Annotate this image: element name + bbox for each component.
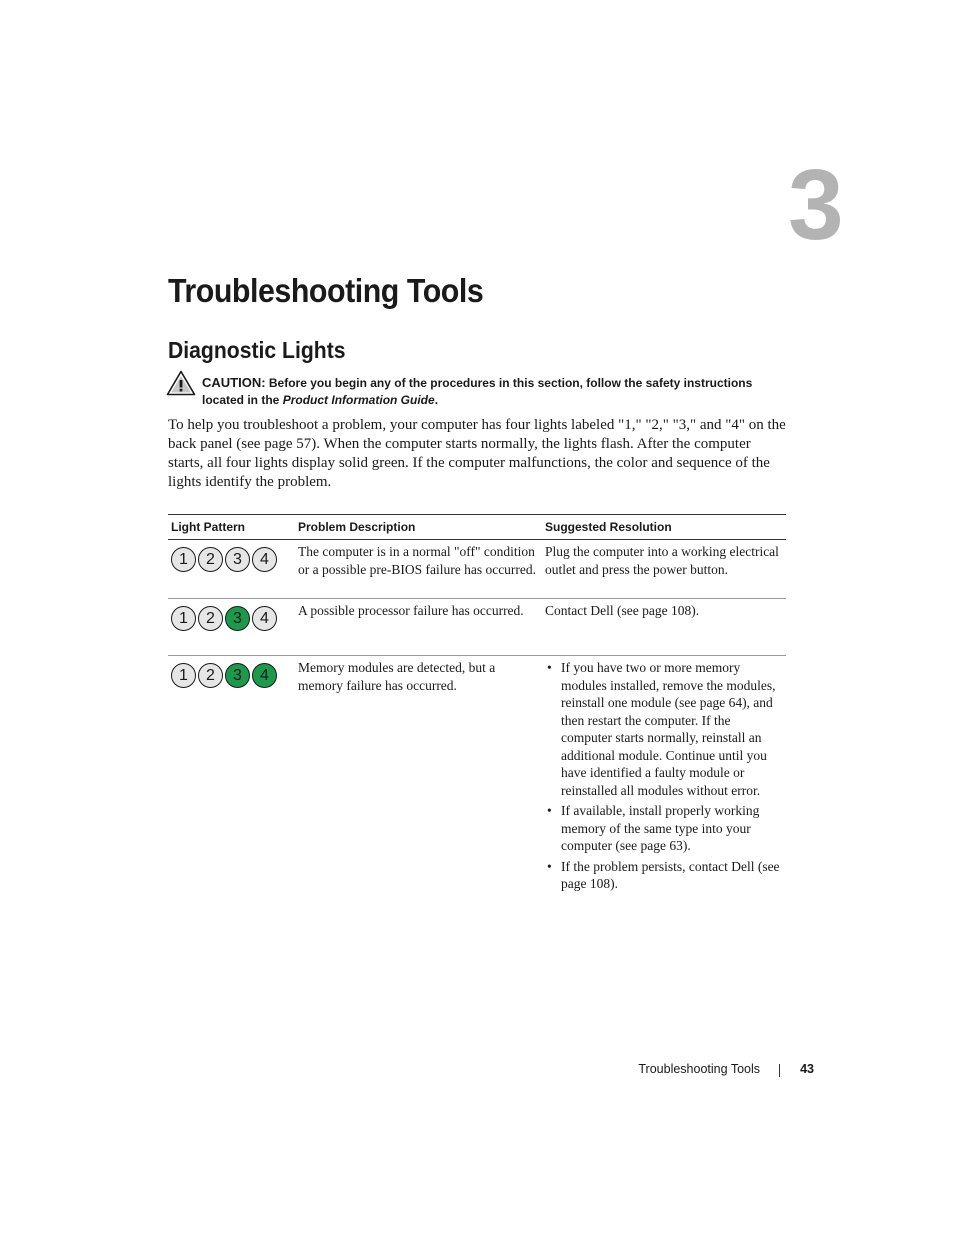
footer-divider xyxy=(779,1064,780,1077)
light-pattern-cell xyxy=(168,656,295,910)
table-row xyxy=(168,599,786,656)
caution-body: Before you begin any of the procedures in this section, follow the safety instructions located in the xyxy=(202,376,753,407)
diagnostic-light-4: 4 xyxy=(252,606,277,631)
intro-paragraph: To help you troubleshoot a problem, your computer has four lights labeled "1," "2," "3," and "4" on the back panel (see page 57). When the computer starts normally, the lights flash. After the computer starts, all four lights display solid green. If the computer malfunctions, the color and sequence of the lights identify the problem. xyxy=(168,417,786,490)
caution-label: CAUTION: xyxy=(202,375,266,390)
page-footer xyxy=(560,1062,820,1080)
suggested-resolution xyxy=(542,656,786,910)
list-item: • If the problem persists, contact Dell (see page 108). xyxy=(545,858,783,893)
table-row xyxy=(168,540,786,599)
list-item: • If available, install properly working memory of the same type into your computer (see page 63). xyxy=(545,802,783,855)
light-pattern-cell xyxy=(168,599,295,656)
problem-description: The computer is in a normal "off" condition or a possible pre-BIOS failure has occurred. xyxy=(295,540,542,599)
diagnostic-light-1: 1 xyxy=(171,606,196,631)
diagnostic-lights-table xyxy=(168,514,786,910)
caution-end: . xyxy=(434,393,439,407)
caution-text xyxy=(202,374,772,409)
diagnostic-light-1: 1 xyxy=(171,663,196,688)
suggested-resolution: Plug the computer into a working electrical outlet and press the power button. xyxy=(542,540,786,599)
suggested-resolution: Contact Dell (see page 108). xyxy=(542,599,786,656)
caution-notice xyxy=(166,368,786,412)
diagnostic-light-1: 1 xyxy=(171,547,196,572)
footer-title: Troubleshooting Tools xyxy=(638,1062,760,1076)
table-header-row xyxy=(168,515,786,540)
warning-triangle-icon xyxy=(166,370,196,396)
diagnostic-light-2: 2 xyxy=(198,663,223,688)
resolution-list xyxy=(545,659,783,893)
header-light-pattern: Light Pattern xyxy=(168,515,295,540)
diagnostic-light-3: 3 xyxy=(225,547,250,572)
section-title: Diagnostic Lights xyxy=(168,337,346,363)
problem-description: A possible processor failure has occurred. xyxy=(295,599,542,656)
diagnostic-light-2: 2 xyxy=(198,547,223,572)
table-row xyxy=(168,656,786,910)
light-pattern xyxy=(171,663,292,688)
diagnostic-light-4: 4 xyxy=(252,663,277,688)
chapter-number: 3 xyxy=(788,149,842,261)
light-pattern-cell xyxy=(168,540,295,599)
diagnostic-light-2: 2 xyxy=(198,606,223,631)
light-pattern xyxy=(171,606,292,631)
caution-guide-title: Product Information Guide xyxy=(282,393,435,407)
diagnostic-light-4: 4 xyxy=(252,547,277,572)
problem-description: Memory modules are detected, but a memory failure has occurred. xyxy=(298,660,496,693)
diagnostic-light-3: 3 xyxy=(225,606,250,631)
light-pattern xyxy=(171,547,292,572)
header-suggested-resolution: Suggested Resolution xyxy=(542,515,786,540)
page-number: 43 xyxy=(800,1062,814,1076)
header-problem-description: Problem Description xyxy=(295,515,542,540)
diagnostic-light-3: 3 xyxy=(225,663,250,688)
chapter-title: Troubleshooting Tools xyxy=(168,272,484,309)
list-item: • If you have two or more memory modules installed, remove the modules, reinstall one module (see page 64), and then restart the computer. If the computer starts normally, reinstall an additional module. Continue until you have identified a faulty module or reinstalled all modules without error. xyxy=(545,659,783,799)
